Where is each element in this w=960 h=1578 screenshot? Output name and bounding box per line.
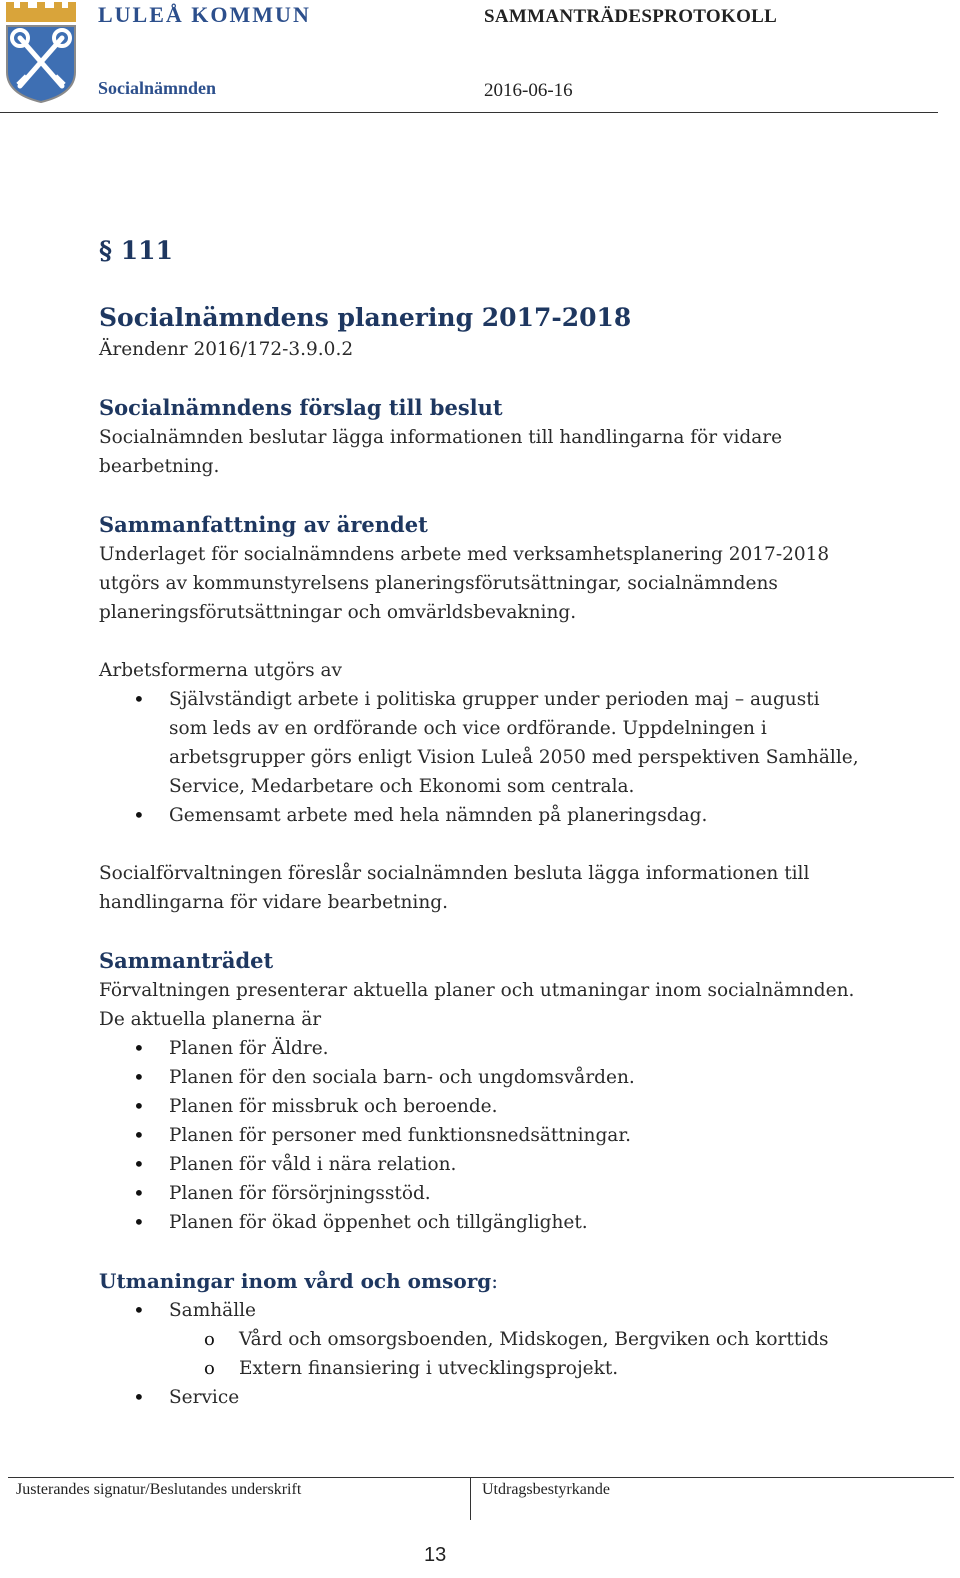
summary-text: Underlaget för socialnämndens arbete med verksamhetsplanering 2017-2018 utgörs av kommunstyrelsens planeringsförutsättningar, socialnämndens planeringsförutsättningar och omvärldsbevakning. [99, 544, 830, 623]
sub-list [169, 1325, 859, 1383]
document-body [99, 230, 859, 1412]
page-title: Socialnämndens planering 2017-2018 [99, 303, 632, 332]
case-number: Ärendenr 2016/172-3.9.0.2 [99, 339, 354, 360]
summary-heading: Sammanfattning av ärendet [99, 512, 428, 537]
challenges-heading-text: Utmaningar inom vård och omsorg [99, 1269, 492, 1293]
footer-divider [8, 1477, 954, 1478]
page-number: 13 [424, 1544, 447, 1566]
list-item: • Planen för personer med funktionsnedsättningar. [99, 1121, 859, 1150]
sub-list-item: o Extern finansiering i utvecklingsprojekt. [169, 1354, 859, 1383]
header-divider [0, 112, 938, 113]
list-item: • Planen för missbruk och beroende. [99, 1092, 859, 1121]
municipality-logo [4, 2, 78, 104]
challenge-label: Service [169, 1387, 240, 1408]
plans-list [99, 1034, 859, 1237]
footer-column-divider [470, 1477, 471, 1520]
challenges-heading [99, 1266, 859, 1296]
list-item: • Planen för våld i nära relation. [99, 1150, 859, 1179]
section-number: § 111 [99, 236, 173, 265]
list-item [99, 1383, 859, 1412]
list-item: • Planen för ökad öppenhet och tillgänglighet. [99, 1208, 859, 1237]
document-type: SAMMANTRÄDESPROTOKOLL [484, 6, 778, 27]
proposal-text: Socialnämnden beslutar lägga informationen till handlingarna för vidare bearbetning. [99, 427, 783, 477]
list-item: • Gemensamt arbete med hela nämnden på planeringsdag. [99, 801, 859, 830]
meeting-heading: Sammanträdet [99, 948, 274, 973]
meeting-intro: Förvaltningen presenterar aktuella planer och utmaningar inom socialnämnden. De aktuella planerna är [99, 980, 855, 1030]
list-item: • Planen för den sociala barn- och ungdomsvården. [99, 1063, 859, 1092]
meeting-date: 2016-06-16 [484, 80, 573, 101]
certification-field-label: Utdragsbestyrkande [482, 1481, 610, 1498]
administration-proposal: Socialförvaltningen föreslår socialnämnden besluta lägga informationen till handlingarna för vidare bearbetning. [99, 863, 810, 913]
sub-list-item: o Vård och omsorgsboenden, Midskogen, Bergviken och korttids [169, 1325, 859, 1354]
challenge-label: Samhälle [169, 1300, 256, 1321]
list-item: • Planen för försörjningsstöd. [99, 1179, 859, 1208]
proposal-heading: Socialnämndens förslag till beslut [99, 395, 503, 420]
challenges-list [99, 1296, 859, 1412]
signature-field-label: Justerandes signatur/Beslutandes underskrift [16, 1481, 302, 1498]
coat-of-arms-icon [4, 2, 78, 104]
work-forms-list [99, 685, 859, 830]
challenges-heading-colon: : [491, 1269, 498, 1293]
list-item [99, 1296, 859, 1383]
list-item: • Planen för Äldre. [99, 1034, 859, 1063]
list-item: • Självständigt arbete i politiska grupper under perioden maj – augusti som leds av en ordförande och vice ordförande. Uppdelningen i arbetsgrupper görs enligt Vision Luleå 2050 med perspektiven Samhälle, Service, Medarbetare och Ekonomi som centrala. [99, 685, 859, 801]
work-forms-intro: Arbetsformerna utgörs av [99, 660, 342, 681]
board-name: Socialnämnden [98, 78, 217, 98]
organization-name: LULEÅ KOMMUN [98, 2, 311, 27]
